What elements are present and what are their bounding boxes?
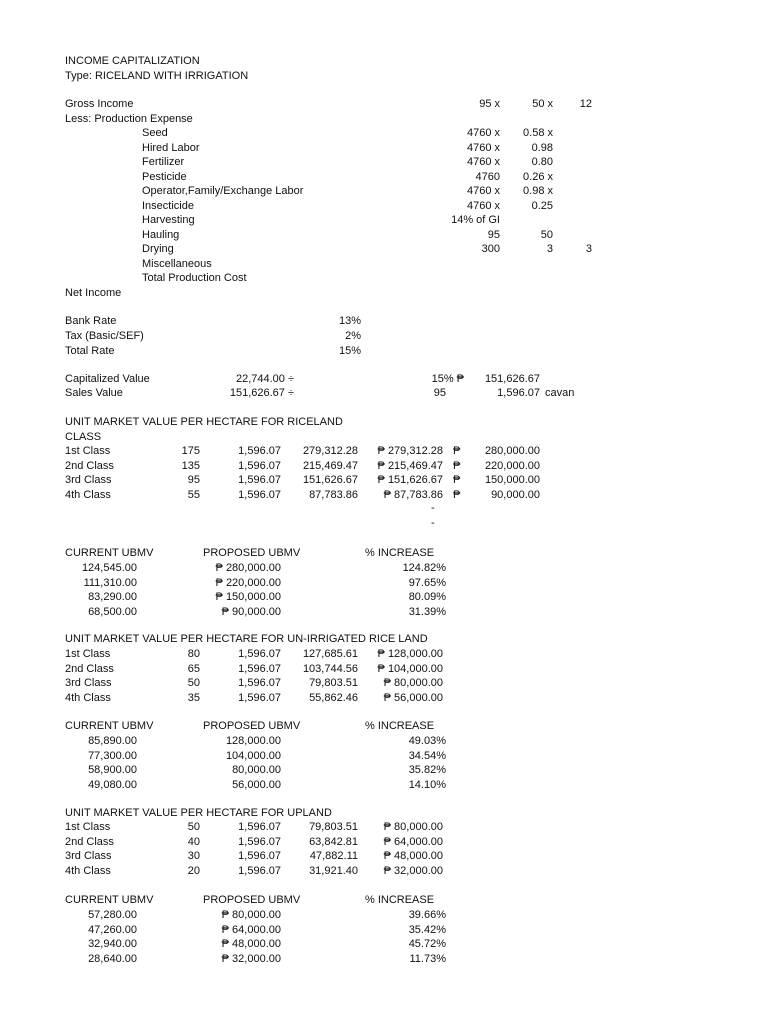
header-current-ubmv: CURRENT UBMV bbox=[65, 547, 154, 559]
percent-increase: 97.65% bbox=[408, 576, 446, 589]
current-ubmv: 47,260.00 bbox=[88, 923, 137, 936]
expense-label: Miscellaneous bbox=[142, 257, 212, 270]
upland-title: UNIT MARKET VALUE PER HECTARE FOR UPLAND bbox=[65, 807, 332, 819]
unirrigated-price: 1,596.07 bbox=[238, 662, 281, 675]
percent-increase: 14.10% bbox=[408, 778, 446, 791]
unirrigated-class: 2nd Class bbox=[65, 662, 114, 675]
expense-value-a: 14% of GI bbox=[451, 214, 500, 226]
capitalized-label: Capitalized Value bbox=[65, 373, 150, 385]
upland-price: 1,596.07 bbox=[238, 850, 281, 862]
upland-yield: 20 bbox=[187, 864, 200, 877]
unirrigated-peso-value: ₱ 80,000.00 bbox=[383, 677, 443, 689]
expense-value-b: 0.58 x bbox=[523, 127, 553, 139]
upland-peso-value: ₱ 64,000.00 bbox=[383, 835, 443, 848]
percent-increase: 31.39% bbox=[408, 605, 446, 618]
riceland-peso-value: ₱ 215,469.47 bbox=[377, 459, 443, 472]
upland-yield: 50 bbox=[187, 821, 200, 833]
capitalized-rate: 15% ₱ bbox=[431, 373, 464, 385]
percent-increase: 80.09% bbox=[408, 591, 446, 603]
expense-value-b: 3 bbox=[546, 243, 553, 255]
unirrigated-price: 1,596.07 bbox=[238, 677, 281, 689]
upland-class: 2nd Class bbox=[65, 835, 114, 848]
riceland-value: 215,469.47 bbox=[302, 459, 358, 472]
riceland-price: 1,596.07 bbox=[238, 488, 281, 501]
capitalized-result: 151,626.67 bbox=[484, 373, 540, 385]
header-percent-increase: % INCREASE bbox=[365, 894, 435, 906]
unirrigated-yield: 35 bbox=[187, 691, 200, 704]
proposed-ubmv: 56,000.00 bbox=[232, 778, 281, 791]
header-percent-increase: % INCREASE bbox=[365, 720, 435, 732]
expense-label: Seed bbox=[142, 127, 168, 139]
unirrigated-peso-value: ₱ 128,000.00 bbox=[377, 648, 443, 660]
current-ubmv: 57,280.00 bbox=[88, 909, 137, 921]
rate-label: Total Rate bbox=[65, 345, 115, 357]
net-income-label: Net Income bbox=[65, 287, 122, 299]
expense-label: Hauling bbox=[142, 228, 180, 241]
upland-yield: 30 bbox=[187, 850, 200, 862]
riceland-rounded: 220,000.00 bbox=[484, 459, 540, 472]
dash-1: - bbox=[431, 502, 435, 514]
header-current-ubmv: CURRENT UBMV bbox=[65, 894, 154, 906]
sales-divisor: 95 bbox=[433, 387, 446, 399]
expense-label: Hired Labor bbox=[142, 141, 200, 154]
current-ubmv: 58,900.00 bbox=[88, 764, 137, 776]
riceland-class-header: CLASS bbox=[65, 431, 102, 443]
riceland-price: 1,596.07 bbox=[238, 459, 281, 472]
expense-value-a: 300 bbox=[481, 243, 500, 255]
riceland-yield: 55 bbox=[187, 488, 200, 501]
riceland-class: 4th Class bbox=[65, 488, 111, 501]
percent-increase: 35.82% bbox=[408, 764, 446, 776]
rate-label: Tax (Basic/SEF) bbox=[65, 330, 144, 342]
riceland-peso-value: ₱ 279,312.28 bbox=[377, 445, 443, 457]
riceland-rounded: 150,000.00 bbox=[484, 474, 540, 486]
current-ubmv: 28,640.00 bbox=[88, 952, 137, 965]
expense-value-b: 0.25 bbox=[531, 199, 553, 212]
upland-price: 1,596.07 bbox=[238, 821, 281, 833]
riceland-class: 3rd Class bbox=[65, 474, 112, 486]
upland-class: 3rd Class bbox=[65, 850, 112, 862]
upland-class: 4th Class bbox=[65, 864, 111, 877]
unirrigated-price: 1,596.07 bbox=[238, 648, 281, 660]
unirrigated-value: 55,862.46 bbox=[309, 691, 358, 704]
upland-price: 1,596.07 bbox=[238, 835, 281, 848]
expense-value-a: 4760 x bbox=[466, 185, 500, 197]
gross-value-1: 95 x bbox=[479, 98, 500, 110]
proposed-ubmv: ₱ 48,000.00 bbox=[221, 938, 281, 950]
less-label: Less: Production Expense bbox=[65, 113, 193, 125]
expense-label: Operator,Family/Exchange Labor bbox=[142, 185, 304, 197]
riceland-yield: 95 bbox=[187, 474, 200, 486]
riceland-price: 1,596.07 bbox=[238, 445, 281, 457]
expense-label: Fertilizer bbox=[142, 156, 185, 168]
upland-value: 63,842.81 bbox=[309, 835, 358, 848]
peso-sign: ₱ bbox=[453, 474, 461, 486]
sales-result: 1,596.07 bbox=[497, 387, 540, 399]
riceland-class: 2nd Class bbox=[65, 459, 114, 472]
unirrigated-value: 79,803.51 bbox=[309, 677, 358, 689]
peso-sign: ₱ bbox=[453, 488, 461, 501]
riceland-title: UNIT MARKET VALUE PER HECTARE FOR RICELAND bbox=[65, 416, 343, 428]
percent-increase: 124.82% bbox=[402, 562, 446, 574]
proposed-ubmv: ₱ 80,000.00 bbox=[221, 909, 281, 921]
percent-increase: 49.03% bbox=[408, 735, 446, 747]
riceland-rounded: 90,000.00 bbox=[491, 488, 540, 501]
rate-value: 15% bbox=[338, 345, 361, 357]
expense-value-b: 0.98 bbox=[531, 141, 553, 154]
upland-yield: 40 bbox=[187, 835, 200, 848]
current-ubmv: 68,500.00 bbox=[88, 605, 137, 618]
gross-value-3: 12 bbox=[579, 98, 592, 110]
upland-peso-value: ₱ 32,000.00 bbox=[383, 864, 443, 877]
expense-label: Drying bbox=[142, 243, 174, 255]
proposed-ubmv: 80,000.00 bbox=[232, 764, 281, 776]
unirrigated-class: 3rd Class bbox=[65, 677, 112, 689]
unirrigated-title: UNIT MARKET VALUE PER HECTARE FOR UN-IRRIGATED RICE LAND bbox=[65, 633, 428, 645]
expense-label: Harvesting bbox=[142, 214, 195, 226]
header-proposed-ubmv: PROPOSED UBMV bbox=[203, 720, 301, 732]
expense-value-a: 95 bbox=[487, 228, 500, 241]
current-ubmv: 32,940.00 bbox=[88, 938, 137, 950]
current-ubmv: 124,545.00 bbox=[81, 562, 137, 574]
riceland-rounded: 280,000.00 bbox=[484, 445, 540, 457]
header-current-ubmv: CURRENT UBMV bbox=[65, 720, 154, 732]
sales-label: Sales Value bbox=[65, 387, 123, 399]
riceland-peso-value: ₱ 87,783.86 bbox=[383, 488, 443, 501]
riceland-peso-value: ₱ 151,626.67 bbox=[377, 474, 443, 486]
unirrigated-price: 1,596.07 bbox=[238, 691, 281, 704]
rate-value: 13% bbox=[338, 315, 361, 327]
expense-value-b: 0.98 x bbox=[523, 185, 553, 197]
proposed-ubmv: ₱ 150,000.00 bbox=[215, 591, 281, 603]
unirrigated-yield: 80 bbox=[187, 648, 200, 660]
expense-value-a: 4760 x bbox=[466, 156, 500, 168]
proposed-ubmv: ₱ 90,000.00 bbox=[221, 605, 281, 618]
percent-increase: 45.72% bbox=[408, 938, 446, 950]
unirrigated-value: 103,744.56 bbox=[302, 662, 358, 675]
expense-value-a: 4760 x bbox=[466, 141, 500, 154]
unirrigated-peso-value: ₱ 104,000.00 bbox=[377, 662, 443, 675]
percent-increase: 39.66% bbox=[408, 909, 446, 921]
doc-type: Type: RICELAND WITH IRRIGATION bbox=[65, 70, 249, 82]
doc-title: INCOME CAPITALIZATION bbox=[65, 55, 200, 67]
expense-value-a: 4760 x bbox=[466, 199, 500, 212]
unirrigated-peso-value: ₱ 56,000.00 bbox=[383, 691, 443, 704]
gross-value-2: 50 x bbox=[532, 98, 553, 110]
riceland-price: 1,596.07 bbox=[238, 474, 281, 486]
rate-value: 2% bbox=[345, 330, 361, 342]
percent-increase: 34.54% bbox=[408, 749, 446, 762]
unirrigated-class: 1st Class bbox=[65, 648, 111, 660]
current-ubmv: 77,300.00 bbox=[88, 749, 137, 762]
peso-sign: ₱ bbox=[453, 459, 461, 472]
sales-unit: cavan bbox=[545, 387, 575, 399]
expense-label: Pesticide bbox=[142, 170, 187, 183]
current-ubmv: 83,290.00 bbox=[88, 591, 137, 603]
percent-increase: 35.42% bbox=[408, 923, 446, 936]
expense-label: Insecticide bbox=[142, 199, 194, 212]
riceland-yield: 175 bbox=[181, 445, 200, 457]
upland-value: 47,882.11 bbox=[309, 850, 358, 862]
upland-class: 1st Class bbox=[65, 821, 111, 833]
peso-sign: ₱ bbox=[453, 445, 461, 457]
riceland-value: 87,783.86 bbox=[309, 488, 358, 501]
sales-value: 151,626.67 ÷ bbox=[229, 387, 294, 399]
proposed-ubmv: ₱ 220,000.00 bbox=[215, 576, 281, 589]
expense-value-c: 3 bbox=[585, 243, 592, 255]
upland-peso-value: ₱ 48,000.00 bbox=[383, 850, 443, 862]
expense-label: Total Production Cost bbox=[142, 272, 247, 284]
riceland-class: 1st Class bbox=[65, 445, 111, 457]
upland-value: 79,803.51 bbox=[309, 821, 358, 833]
expense-value-b: 0.80 bbox=[531, 156, 553, 168]
unirrigated-yield: 65 bbox=[187, 662, 200, 675]
capitalized-value: 22,744.00 ÷ bbox=[235, 373, 294, 385]
expense-value-a: 4760 x bbox=[466, 127, 500, 139]
proposed-ubmv: ₱ 64,000.00 bbox=[221, 923, 281, 936]
unirrigated-class: 4th Class bbox=[65, 691, 111, 704]
expense-value-b: 50 bbox=[540, 228, 553, 241]
header-proposed-ubmv: PROPOSED UBMV bbox=[203, 894, 301, 906]
upland-value: 31,921.40 bbox=[309, 864, 358, 877]
header-proposed-ubmv: PROPOSED UBMV bbox=[203, 547, 301, 559]
riceland-value: 279,312.28 bbox=[302, 445, 358, 457]
dash-2: - bbox=[431, 517, 435, 529]
riceland-yield: 135 bbox=[181, 459, 200, 472]
gross-income-label: Gross Income bbox=[65, 98, 134, 110]
upland-price: 1,596.07 bbox=[238, 864, 281, 877]
unirrigated-yield: 50 bbox=[187, 677, 200, 689]
percent-increase: 11.73% bbox=[409, 952, 446, 965]
proposed-ubmv: 104,000.00 bbox=[225, 749, 281, 762]
current-ubmv: 49,080.00 bbox=[88, 778, 137, 791]
rate-label: Bank Rate bbox=[65, 315, 117, 327]
current-ubmv: 111,310.00 bbox=[83, 576, 137, 589]
upland-peso-value: ₱ 80,000.00 bbox=[383, 821, 443, 833]
proposed-ubmv: 128,000.00 bbox=[225, 735, 281, 747]
header-percent-increase: % INCREASE bbox=[365, 547, 435, 559]
proposed-ubmv: ₱ 280,000.00 bbox=[215, 562, 281, 574]
expense-value-a: 4760 bbox=[475, 170, 500, 183]
riceland-value: 151,626.67 bbox=[302, 474, 358, 486]
proposed-ubmv: ₱ 32,000.00 bbox=[221, 952, 281, 965]
current-ubmv: 85,890.00 bbox=[88, 735, 137, 747]
expense-value-b: 0.26 x bbox=[523, 170, 553, 183]
unirrigated-value: 127,685.61 bbox=[302, 648, 358, 660]
